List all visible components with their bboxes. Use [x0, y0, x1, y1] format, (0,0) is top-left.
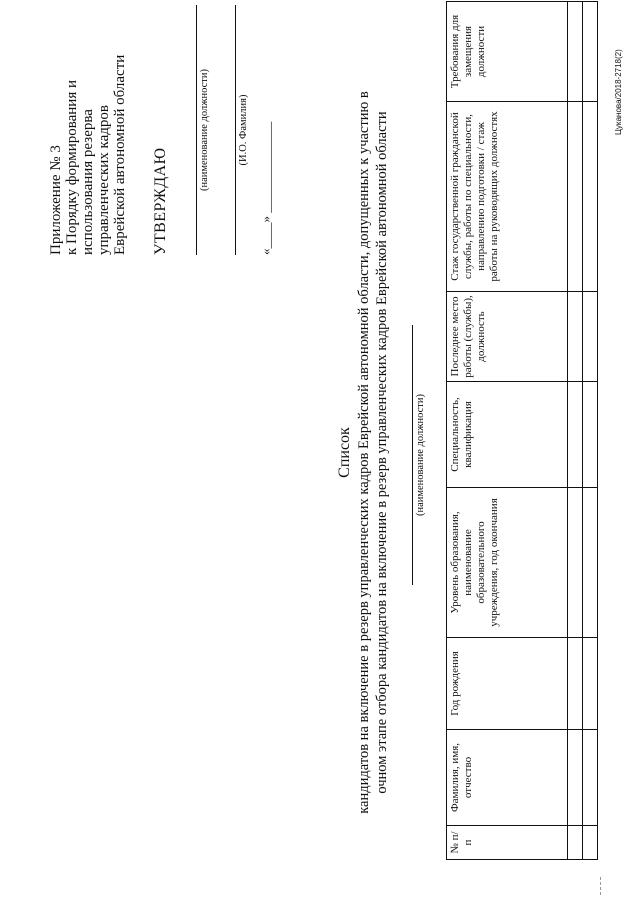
position-signature-line — [196, 5, 197, 255]
binding-mark — [600, 877, 601, 895]
position-name-line — [412, 325, 413, 585]
table-cell — [583, 826, 598, 860]
appendix-line: управленческих кадров — [96, 105, 112, 255]
appendix-line: к Порядку формирования и — [64, 79, 80, 255]
table-cell — [568, 488, 583, 638]
candidates-table — [446, 1, 598, 860]
table-cell — [583, 102, 598, 292]
column-header-specialty: Специальность, квалификация — [447, 382, 568, 488]
approval-title: УТВЕРЖДАЮ — [152, 147, 169, 255]
table-header-row — [447, 2, 568, 860]
table-cell — [583, 638, 598, 730]
table-cell — [568, 2, 583, 102]
appendix-line: Еврейской автономной области — [112, 54, 128, 255]
table-cell — [568, 382, 583, 488]
appendix-header — [48, 5, 128, 255]
table-cell — [583, 292, 598, 382]
table-cell — [568, 730, 583, 826]
column-header-full-name: Фамилия, имя, отчество — [447, 730, 568, 826]
column-header-experience: Стаж государственной гражданской службы, работы по специальности, направлению подготовки / стаж работы на руководящих должностях — [447, 102, 568, 292]
list-subtitle-line1: кандидатов на включение в резерв управленческих кадров Еврейской автономной области, допущенных к участию в — [356, 91, 372, 814]
table-cell — [583, 2, 598, 102]
table-cell — [568, 826, 583, 860]
column-header-birth-year: Год рождения — [447, 638, 568, 730]
approval-name-caption: (И.О. Фамилия) — [238, 94, 249, 166]
table-row — [583, 2, 598, 860]
table-row — [568, 2, 583, 860]
approval-date: «____» ______________ — [258, 121, 273, 255]
appendix-line: Приложение № 3 — [48, 145, 64, 255]
table-cell — [568, 638, 583, 730]
table-cell — [568, 292, 583, 382]
column-header-last-workplace: Последнее место работы (службы), должность — [447, 292, 568, 382]
list-position-caption: (наименование должности) — [415, 393, 426, 517]
document-code: Цуканова/2018-2718(2) — [614, 49, 623, 135]
table-cell — [583, 488, 598, 638]
column-header-education: Уровень образования, наименование образовательного учреждения, год окончания — [447, 488, 568, 638]
table-cell — [568, 102, 583, 292]
appendix-line: использования резерва — [80, 109, 96, 255]
table-cell — [583, 730, 598, 826]
column-header-number: № п/п — [447, 826, 568, 860]
list-title: Список — [336, 427, 353, 478]
table-cell — [583, 382, 598, 488]
name-signature-line — [235, 5, 236, 255]
list-subtitle-line2: очном этапе отбора кандидатов на включение в резерв управленческих кадров Еврейской автономной области — [374, 111, 390, 794]
approval-position-caption: (наименование должности) — [199, 68, 210, 192]
column-header-requirements: Требования для замещения должности — [447, 2, 568, 102]
